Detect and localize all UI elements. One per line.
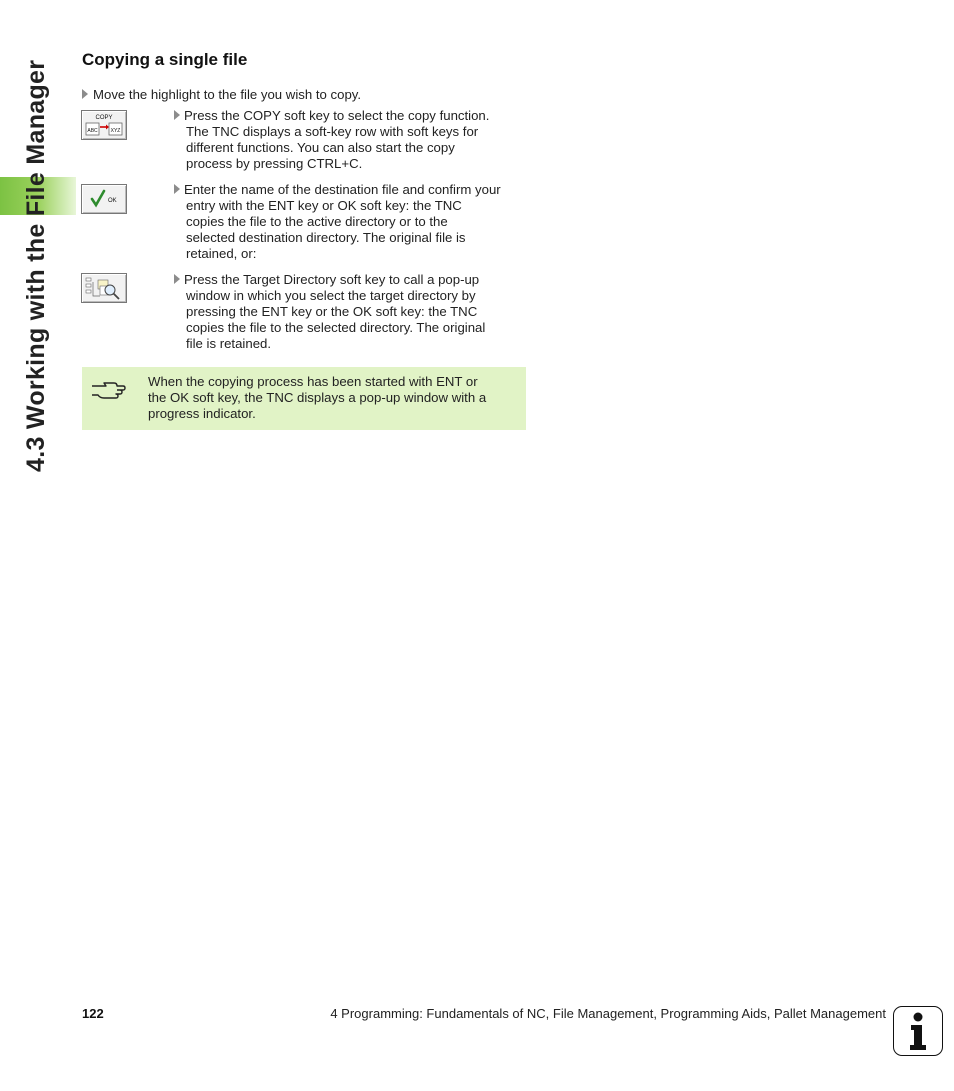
- step-line: copies the file to the active directory or to the: [186, 214, 448, 229]
- step-copy: [174, 108, 526, 172]
- target-directory-softkey-icon: [81, 273, 127, 303]
- bullet-triangle-icon: [82, 89, 88, 99]
- note-box: [82, 367, 526, 430]
- step-line: Press the Target Directory soft key to call a pop-up: [184, 272, 480, 287]
- ok-softkey-icon: [81, 184, 127, 214]
- chapter-side-title: 4.3 Working with the File Manager: [22, 59, 50, 472]
- note-line: progress indicator.: [148, 406, 256, 421]
- step-line: Enter the name of the destination file and confirm your: [184, 182, 501, 197]
- step-line: entry with the ENT key or OK soft key: the TNC: [186, 198, 462, 213]
- bullet-triangle-icon: [174, 184, 180, 194]
- step-line: selected destination directory. The original file is: [186, 230, 466, 245]
- bullet-triangle-icon: [174, 274, 180, 284]
- note-line: the OK soft key, the TNC displays a pop-up window with a: [148, 390, 487, 405]
- step-line: process by pressing CTRL+C.: [186, 156, 363, 171]
- pointing-hand-icon: [90, 377, 126, 401]
- copy-softkey-label: COPY: [95, 115, 113, 121]
- footer-chapter: 4 Programming: Fundamentals of NC, File Management, Programming Aids, Pallet Management: [330, 1006, 886, 1021]
- bullet-triangle-icon: [174, 110, 180, 120]
- intro-instruction: [82, 87, 361, 103]
- step-line: retained, or:: [186, 246, 257, 261]
- ok-softkey-label: OK: [108, 198, 117, 204]
- info-icon: [893, 1006, 943, 1056]
- step-line: pressing the ENT key or the OK soft key: the TNC: [186, 304, 478, 319]
- copy-target-label: XYZ: [110, 128, 121, 134]
- note-text: [148, 374, 518, 422]
- step-line: Press the COPY soft key to select the copy function.: [184, 108, 490, 123]
- step-target-directory: [174, 272, 526, 352]
- step-line: different functions. You can also start the copy: [186, 140, 455, 155]
- intro-text: Move the highlight to the file you wish to copy.: [93, 87, 362, 102]
- step-line: file is retained.: [186, 336, 272, 351]
- copy-source-label: ABC: [87, 128, 98, 134]
- step-ok: [174, 182, 526, 262]
- copy-softkey-icon: [81, 110, 127, 140]
- section-heading: Copying a single file: [82, 50, 248, 69]
- note-line: When the copying process has been started with ENT or: [148, 374, 478, 389]
- step-line: window in which you select the target directory by: [186, 288, 476, 303]
- page-number: 122: [82, 1006, 104, 1021]
- step-line: The TNC displays a soft-key row with soft keys for: [186, 124, 479, 139]
- step-line: copies the file to the selected directory. The original: [186, 320, 486, 335]
